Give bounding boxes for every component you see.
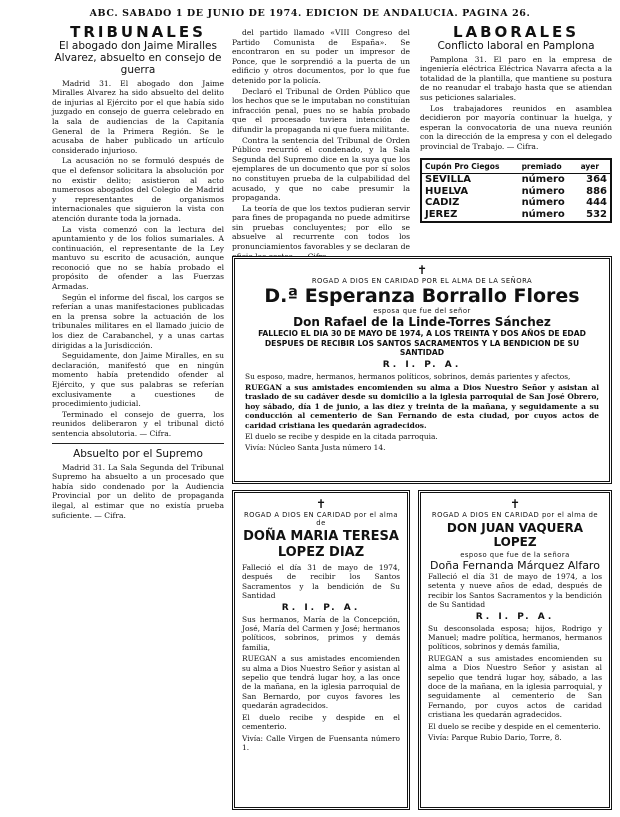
headline-pamplona: Conflicto laboral en Pamplona [437, 39, 595, 52]
article-paragraph: Los trabajadores reunidos en asamblea decidieron por mayoría continuar la huelga, y esperan la convocatoria de una nueva reunión con la dirección de la empresa y con el delegado provincial de Trabajo. — Cifra. [420, 103, 612, 151]
cupon-row [421, 209, 611, 222]
cross-icon: ✝ [315, 497, 327, 511]
article-paragraph: Declaró el Tribunal de Orden Público que los hechos que se le imputaban no constituían infracción penal, pues no se había probado que el procesado tuviera intención de difundir la propaganda ni que fuera militante. [232, 86, 410, 134]
obituary-duelo: El duelo recibe y despide en el cementerio. [242, 712, 400, 732]
obituary-wife: Doña Fernanda Márquez Alfaro [430, 559, 600, 572]
cupon-number: 364 [586, 174, 607, 186]
obituary-main [232, 256, 612, 484]
tribunales-column [52, 23, 224, 521]
cupon-label: número [521, 197, 565, 209]
obituary-right [418, 490, 612, 810]
section-title-tribunales: TRIBUNALES [70, 23, 206, 41]
obituary-esposa: esposa que fue del señor [373, 307, 471, 315]
page-header: ABC. SABADO 1 DE JUNIO DE 1974. EDICION DE ANDALUCIA. PAGINA 26. [89, 8, 531, 19]
article-paragraph: La teoría de que los textos pudieran servir para fines de propaganda no puede admitirse sin pruebas concluyentes; por ello se absuelve al recurrente con todos los pronunciamientos favorables y se declaran de [232, 203, 410, 252]
cupon-table [420, 158, 612, 223]
obituary-family: Su esposo, madre, hermanos, hermanos políticos, sobrinos, demás parientes y afectos, [245, 371, 571, 381]
article-paragraph: Madrid 31. El abogado don Jaime Miralles Alvarez ha sido absuelto del delito de injurias al Ejército por el que había sido juzgado en consejo de guerra celebrado en la sala de audiencias de la Capitanía General de la Primera Región. Se le acusaba de haber publicado un artículo considerado injurioso. [52, 78, 224, 155]
headline-supremo: Absuelto por el Supremo [73, 447, 203, 460]
cross-icon: ✝ [416, 263, 428, 277]
cupon-label: número [521, 185, 565, 197]
obituary-name: DOÑA MARIA TERESA LOPEZ DIAZ [243, 529, 399, 560]
cupon-label: número [521, 174, 565, 186]
obituary-name: D.ª Esperanza Borrallo Flores [264, 285, 580, 307]
obituary-body [245, 372, 599, 453]
obituary-body [242, 615, 400, 753]
cupon-number: 532 [586, 208, 607, 220]
cupon-row [421, 197, 611, 209]
obituary-rip: R. I. P. A. [382, 359, 462, 370]
article-paragraph: Seguidamente, don Jaime Miralles, en su declaración, manifestó que en ningún momento había pretendido ofender al Ejército, y que sus palabras se referían exclusivamente a cuestiones de procedimiento judicial. [52, 351, 224, 409]
obituary-duelo: El duelo se recibe y despide en el cementerio. [428, 721, 601, 731]
obituary-husband: Don Rafael de la Linde-Torres Sánchez [293, 315, 551, 329]
cupon-header: premiado [519, 159, 578, 174]
cupon-number: 886 [586, 185, 607, 197]
article-paragraph: La vista comenzó con la lectura del apuntamiento y de los folios sumariales. A continuación, el representante de la Ley mantuvo su escrito de acusación, aunque reconoció que no se había probado el propósito de ofender a las Fuerzas Armadas. [52, 224, 224, 292]
headline-miralles: El abogado don Jaime Miralles Alvarez, absuelto en consejo de guerra [54, 39, 222, 76]
section-title-laborales: LABORALES [452, 23, 580, 41]
obituary-esposo: esposo que fue de la señora [460, 551, 570, 559]
obituary-duelo: El duelo se recibe y despide en la citada parroquia. [245, 431, 438, 441]
obituary-rogad: ROGAD A DIOS EN CARIDAD POR EL ALMA DE LA SEÑORA [311, 277, 533, 285]
obituary-vivia: Vivía: Calle Virgen de Fuensanta número 1. [242, 733, 400, 752]
cupon-label: número [521, 208, 565, 220]
cupon-city: JEREZ [425, 208, 458, 220]
obituary-vivia: Vivía: Núcleo Santa Justa número 14. [245, 443, 386, 453]
cross-icon: ✝ [509, 497, 521, 511]
obituary-rogad: ROGAD A DIOS EN CARIDAD por el alma de [243, 511, 399, 527]
obituary-family: Sus hermanos, María de la Concepción, José, María del Carmen y José; hermanos políticos, sobrinos, primos y demás familia, [242, 614, 400, 652]
obituary-rip: R. I. P. A. [475, 611, 555, 622]
article-paragraph: La acusación no se formuló después de que el defensor solicitara la absolución por no existir delito; asistieron al acto numerosos abogados del Colegio de Madrid y representantes de organismos internacionales que siguieron la vista con atención durante toda la jornada. [52, 156, 224, 223]
obituary-ruegan: RUEGAN a sus amistades encomienden su alma a Dios Nuestro Señor y asistan al traslado de su cadáver desde su domicilio a la iglesia parroquial de San José Obrero, hoy sábado, día 1 de junio, a las diez y treinta de la mañana, y seguidamente a su conducción al cementerio de San Fernando de esta ciudad, por cuyos actos de caridad cristiana les quedarán agradecidos. [245, 382, 599, 430]
obituary-died: FALLECIO EL DIA 30 DE MAYO DE 1974, A LOS TREINTA Y DOS AÑOS DE EDAD DESPUES DE RECIBIR LOS SANTOS SACRAMENTOS Y LA BENDICION DE SU SANTIDAD [258, 329, 586, 357]
obituary-rogad: ROGAD A DIOS EN CARIDAD por el alma de [431, 511, 599, 519]
article-paragraph: Madrid 31. La Sala Segunda del Tribunal Supremo ha absuelto a un procesado que había sido condenado por la Audiencia Provincial por un delito de propaganda ilegal, al estimar que no existía prueba suficiente. — Cifra. [52, 462, 224, 520]
cupon-header: Cupón Pro Ciegos [421, 159, 519, 174]
divider [52, 443, 224, 444]
obituary-died: Falleció el día 31 de mayo de 1974, a los setenta y nueve años de edad, después de recibir los Santos Sacramentos y la bendición de Su Santidad [428, 572, 602, 610]
obituary-ruegan: RUEGAN a sus amistades encomienden su alma a Dios Nuestro Señor y asistan al sepelio que tendrá lugar hoy, a las once de la mañana, en la iglesia parroquial de San Bernardo, por cuyos favores les quedarán agradecidos. [242, 654, 400, 711]
obituary-family: Su desconsolada esposa; hijos, Rodrigo y Manuel; madre política, hermanos, hermanos políticos, sobrinos y demás familia, [428, 623, 602, 652]
article-paragraph: Contra la sentencia del Tribunal de Orden Público recurrió el condenado, y la Sala Segunda del Supremo dice en la suya que los ejemplares de un documento que por sí solos no constituyen prueba de la culpabilidad del acusado, y que no cabe presumir la propaganda. [232, 135, 410, 203]
obituary-left [232, 490, 410, 810]
obituary-body [428, 624, 602, 743]
middle-column [232, 28, 410, 262]
cupon-city: SEVILLA [425, 174, 471, 186]
cupon-city: CADIZ [425, 197, 460, 209]
obituary-died: Falleció el día 31 de mayo de 1974, después de recibir los Santos Sacramentos y la bendición de Su Santidad [242, 563, 400, 601]
cupon-row [421, 186, 611, 198]
obituary-name: DON JUAN VAQUERA LOPEZ [446, 521, 584, 549]
laborales-column [420, 23, 612, 223]
obituary-ruegan: RUEGAN a sus amistades encomienden su alma a Dios Nuestro Señor y asistan al sepelio que tendrá lugar hoy, sábado, a las doce de la mañana, en la iglesia parroquial, y seguidamente al cementerio de San Fernando, por cuyos actos de caridad cristiana les quedarán agradecidos. [428, 653, 602, 720]
article-paragraph: Terminado el consejo de guerra, los reunidos deliberaron y el tribunal dictó sentencia absolutoria. — Cifra. [52, 409, 224, 438]
cupon-city: HUELVA [425, 185, 469, 197]
obituary-rip: R. I. P. A. [281, 602, 361, 613]
obituary-vivia: Vivía: Parque Rubio Dario, Torre, 8. [428, 733, 562, 743]
cupon-row [421, 174, 611, 186]
cupon-number: 444 [586, 197, 607, 209]
cupon-header: ayer [578, 159, 611, 174]
article-paragraph: del partido llamado «VIII Congreso del Partido Comunista de España». Se encontraron en su poder un impresor de Ponce, que le sorprendió a la puerta de un edificio y otros documentos, por lo que fue detenido por la policía. [232, 28, 410, 85]
article-paragraph: Según el informe del fiscal, los cargos se referían a unas manifestaciones publicadas en la prensa sobre la actuación de los tribunales militares en el llamado juicio de los diez de Carabanchel, y a unas cartas dirigidas a la Jurisdicción. [52, 292, 224, 350]
article-paragraph: Pamplona 31. El paro en la empresa de ingeniería eléctrica Eléctrica Navarra afecta a la totalidad de la plantilla, que mantiene su postura de no reanudar el trabajo hasta que se atiendan sus peticiones salariales. [420, 54, 612, 102]
